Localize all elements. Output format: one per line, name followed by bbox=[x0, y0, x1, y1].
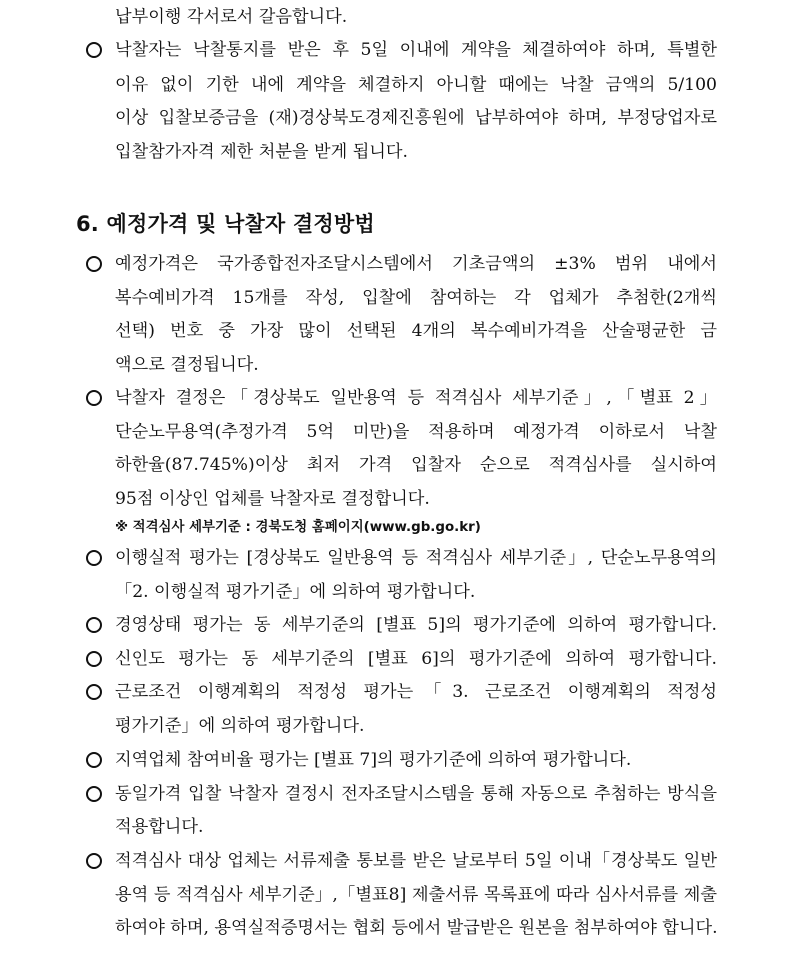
text-line: 낙찰자 결정은「경상북도 일반용역 등 적격심사 세부기준」,「별표 2」 bbox=[115, 388, 717, 408]
text-line: 95점 이상인 업체를 낙찰자로 결정합니다. bbox=[115, 489, 430, 509]
text-line: 「2. 이행실적 평가기준」에 의하여 평가합니다. bbox=[115, 582, 476, 602]
circle-bullet-icon bbox=[85, 650, 103, 668]
circle-bullet-icon bbox=[85, 41, 103, 59]
circle-bullet-icon bbox=[85, 852, 103, 870]
circle-bullet-icon bbox=[85, 785, 103, 803]
circle-bullet-icon bbox=[85, 616, 103, 634]
text-line: 이유 없이 기한 내에 계약을 체결하지 아니할 때에는 낙찰 금액의 5/100 bbox=[115, 75, 717, 95]
text-line: 지역업체 참여비율 평가는 [별표 7]의 평가기준에 의하여 평가합니다. bbox=[115, 750, 632, 770]
text-line: 이행실적 평가는 [경상북도 일반용역 등 적격심사 세부기준」, 단순노무용역의 bbox=[115, 548, 717, 568]
text-line: 하여야 하며, 용역실적증명서는 협회 등에서 발급받은 원본을 첨부하여야 합니다. bbox=[115, 918, 718, 938]
text-line: 하한율(87.745%)이상 최저 가격 입찰자 순으로 적격심사를 실시하여 bbox=[115, 455, 717, 475]
circle-bullet-icon bbox=[85, 389, 103, 407]
text-line: 신인도 평가는 동 세부기준의 [별표 6]의 평가기준에 의하여 평가합니다. bbox=[115, 649, 717, 669]
text-line: 적용합니다. bbox=[115, 817, 204, 837]
text-line: 동일가격 입찰 낙찰자 결정시 전자조달시스템을 통해 자동으로 추첨하는 방식을 bbox=[115, 784, 717, 804]
text-line: 입찰참가자격 제한 처분을 받게 됩니다. bbox=[115, 142, 408, 162]
circle-bullet-icon bbox=[85, 751, 103, 769]
text-line: 적격심사 대상 업체는 서류제출 통보를 받은 날로부터 5일 이내「경상북도 일반 bbox=[115, 851, 717, 871]
circle-bullet-icon bbox=[85, 549, 103, 567]
text-line: 선택) 번호 중 가장 많이 선택된 4개의 복수예비가격을 산술평균한 금 bbox=[115, 321, 717, 341]
text-line: 이상 입찰보증금을 (재)경상북도경제진흥원에 납부하여야 하며, 부정당업자로 bbox=[115, 108, 717, 128]
circle-bullet-icon bbox=[85, 255, 103, 273]
circle-bullet-icon bbox=[85, 683, 103, 701]
text-line: 낙찰자는 낙찰통지를 받은 후 5일 이내에 계약을 체결하여야 하며, 특별한 bbox=[115, 40, 717, 60]
reference-note: ※ 적격심사 세부기준 : 경북도청 홈페이지(www.gb.go.kr) bbox=[115, 520, 481, 535]
text-line: 복수예비가격 15개를 작성, 입찰에 참여하는 각 업체가 추첨한(2개씩 bbox=[115, 288, 717, 308]
text-line: 액으로 결정됩니다. bbox=[115, 355, 259, 375]
text-line: 납부이행 각서로서 갈음합니다. bbox=[115, 7, 348, 27]
text-line: 용역 등 적격심사 세부기준」,「별표8] 제출서류 목록표에 따라 심사서류를 제출 bbox=[115, 885, 717, 905]
text-line: 근로조건 이행계획의 적정성 평가는「3. 근로조건 이행계획의 적정성 bbox=[115, 682, 717, 702]
text-line: 경영상태 평가는 동 세부기준의 [별표 5]의 평가기준에 의하여 평가합니다. bbox=[115, 615, 717, 635]
text-line: 단순노무용역(추정가격 5억 미만)을 적용하며 예정가격 이하로서 낙찰 bbox=[115, 422, 717, 442]
text-line: 예정가격은 국가종합전자조달시스템에서 기초금액의 ±3% 범위 내에서 bbox=[115, 254, 717, 274]
section-heading: 6. 예정가격 및 낙찰자 결정방법 bbox=[76, 212, 375, 236]
text-line: 평가기준」에 의하여 평가합니다. bbox=[115, 716, 365, 736]
